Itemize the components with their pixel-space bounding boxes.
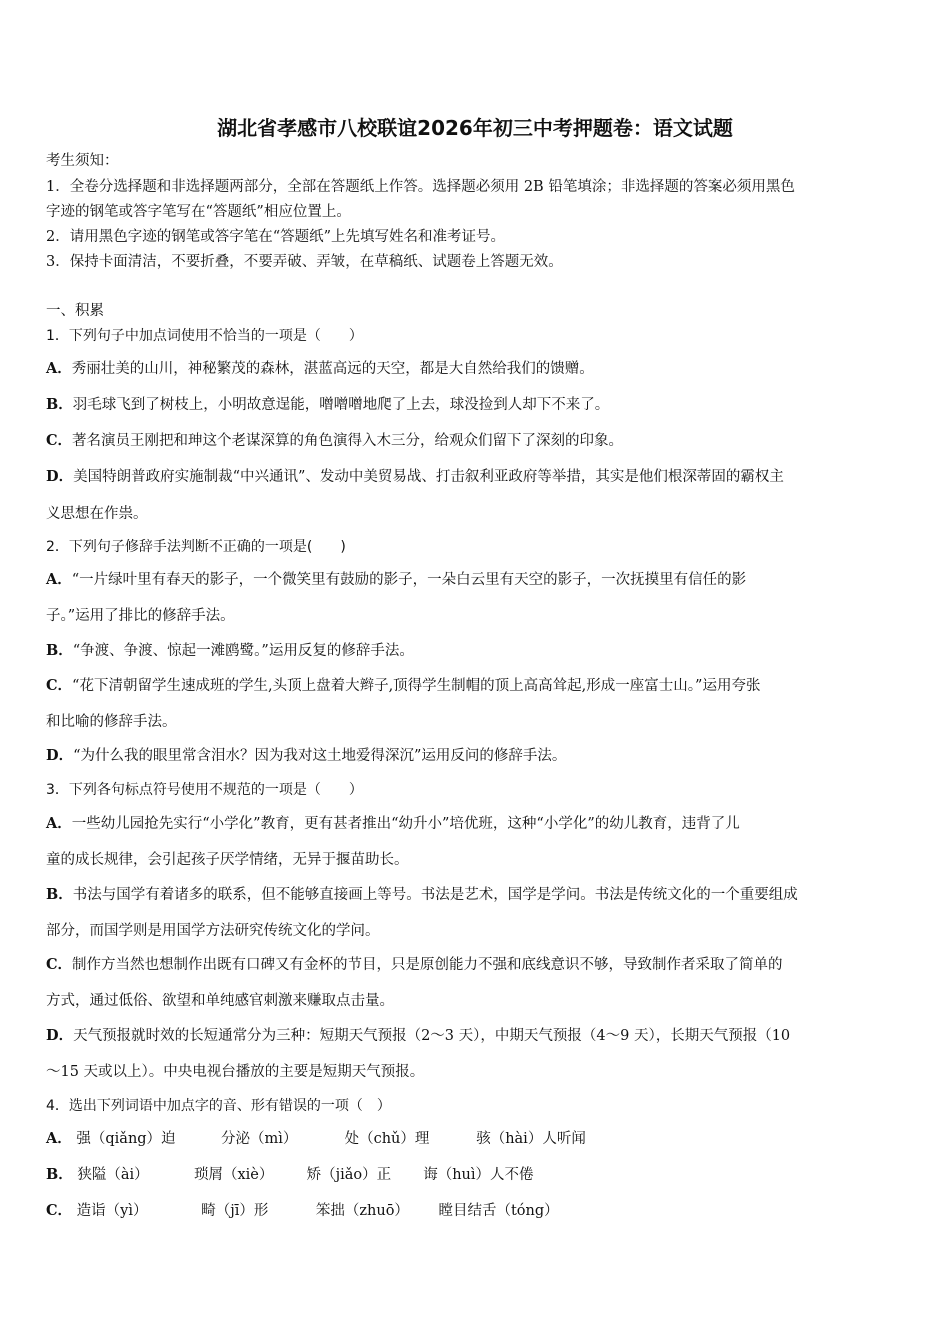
question-1-option-a[interactable] <box>46 359 594 379</box>
question-2-option-d[interactable] <box>46 746 566 766</box>
option-text: 一些幼儿园抢先实行“小学化”教育，更有甚者推出“幼升小”培优班，这种“小学化”的幼儿教育，违背了儿 <box>71 816 740 832</box>
option-label: D． <box>46 468 74 485</box>
option-word: 分泌（mì） <box>220 1131 298 1147</box>
question-1-option-d-line-2: 义思想在作祟。 <box>46 506 148 522</box>
notice-heading: 考生须知： <box>46 153 119 169</box>
option-word: 处（chǔ）理 <box>344 1131 430 1147</box>
option-text: “花下清朝留学生速成班的学生,头顶上盘着大辫子,顶得学生制帽的顶上高高耸起,形成一座富士山。”运用夸张 <box>72 678 761 694</box>
question-3-option-d[interactable] <box>46 1026 790 1046</box>
question-2-stem: 2．下列句子修辞手法判断不正确的一项是( ) <box>46 539 346 555</box>
page-title: 湖北省孝感市八校联谊2026年初三中考押题卷：语文试题 <box>217 116 733 140</box>
option-word: 骇（hài）人听闻 <box>476 1131 586 1147</box>
question-1-option-d[interactable] <box>46 467 784 487</box>
option-label: B． <box>46 396 73 413</box>
option-word: 瞠目结舌（tóng） <box>438 1203 559 1219</box>
option-text: “争渡、争渡、惊起一滩鸥鹭。”运用反复的修辞手法。 <box>72 643 414 659</box>
question-1-option-c[interactable] <box>46 431 623 451</box>
question-2-option-c[interactable] <box>46 676 760 696</box>
option-word: 琐屑（xiè） <box>193 1167 274 1183</box>
option-word: 强（qiǎng）迫 <box>76 1131 176 1147</box>
option-word: 造诣（yì） <box>76 1203 148 1219</box>
option-text: 制作方当然也想制作出既有口碑又有金杯的节目，只是原创能力不强和底线意识不够，导致制作者采取了简单的 <box>72 957 783 973</box>
question-3-option-a-line-2: 童的成长规律，会引起孩子厌学情绪，无异于揠苗助长。 <box>46 852 409 868</box>
question-2-option-a[interactable] <box>46 570 746 590</box>
option-label: A． <box>46 815 72 832</box>
option-word: 畸（jī）形 <box>201 1203 269 1219</box>
question-4-option-a[interactable] <box>46 1129 586 1149</box>
option-label: B． <box>46 642 73 659</box>
question-1-option-b[interactable] <box>46 395 609 415</box>
option-text: 书法与国学有着诸多的联系，但不能够直接画上等号。书法是艺术，国学是学问。书法是传统文化的一个重要组成 <box>72 887 798 903</box>
question-2-option-b[interactable] <box>46 641 414 661</box>
notice-item-3: 3．保持卡面清洁，不要折叠，不要弄破、弄皱，在草稿纸、试题卷上答题无效。 <box>46 254 563 270</box>
question-3-stem: 3．下列各句标点符号使用不规范的一项是（ ） <box>46 782 363 798</box>
question-3-option-a[interactable] <box>46 814 740 834</box>
question-3-option-d-line-2: ～15 天或以上）。中央电视台播放的主要是短期天气预报。 <box>46 1064 425 1080</box>
option-label: A． <box>46 360 72 377</box>
question-3-option-c[interactable] <box>46 955 783 975</box>
question-2-option-a-line-2: 子。”运用了排比的修辞手法。 <box>46 608 235 624</box>
option-text: 著名演员王刚把和珅这个老谋深算的角色演得入木三分，给观众们留下了深刻的印象。 <box>72 433 624 449</box>
option-label: B． <box>46 1166 73 1183</box>
notice-item-1-line-2: 字迹的钢笔或答字笔写在“答题纸”相应位置上。 <box>46 204 351 220</box>
option-word: 诲（huì）人不倦 <box>423 1167 534 1183</box>
option-word: 笨拙（zhuō） <box>315 1203 409 1219</box>
question-4-option-b[interactable] <box>46 1165 534 1185</box>
option-text: “为什么我的眼里常含泪水？因为我对这土地爱得深沉”运用反问的修辞手法。 <box>73 748 567 764</box>
option-label: C． <box>46 1202 73 1219</box>
option-label: C． <box>46 677 73 694</box>
option-label: B． <box>46 886 73 903</box>
option-word: 狭隘（ài） <box>77 1167 149 1183</box>
option-text: “一片绿叶里有春天的影子，一个微笑里有鼓励的影子，一朵白云里有天空的影子，一次抚摸里有信任的影 <box>71 572 747 588</box>
question-2-option-c-line-2: 和比喻的修辞手法。 <box>46 714 177 730</box>
option-text: 羽毛球飞到了树枝上，小明故意逞能，噌噌噌地爬了上去，球没捡到人却下不来了。 <box>72 397 610 413</box>
option-text: 天气预报就时效的长短通常分为三种：短期天气预报（2～3 天），中期天气预报（4～9 天），长期天气预报（10 <box>73 1028 791 1044</box>
notice-item-1-line-1: 1．全卷分选择题和非选择题两部分，全部在答题纸上作答。选择题必须用 2B 铅笔填涂；非选择题的答案必须用黑色 <box>46 179 795 195</box>
question-3-option-b[interactable] <box>46 885 798 905</box>
question-3-option-b-line-2: 部分，而国学则是用国学方法研究传统文化的学问。 <box>46 923 380 939</box>
question-4-stem: 4．选出下列词语中加点字的音、形有错误的一项（ ） <box>46 1098 391 1114</box>
option-text: 美国特朗普政府实施制裁“中兴通讯”、发动中美贸易战、打击叙利亚政府等举措，其实是他们根深蒂固的霸权主 <box>73 469 784 485</box>
question-3-option-c-line-2: 方式，通过低俗、欲望和单纯感官刺激来赚取点击量。 <box>46 993 394 1009</box>
question-4-option-c[interactable] <box>46 1201 559 1221</box>
option-label: A． <box>46 571 72 588</box>
option-label: D． <box>46 1027 74 1044</box>
notice-item-2: 2．请用黑色字迹的钢笔或答字笔在“答题纸”上先填写姓名和准考证号。 <box>46 229 506 245</box>
option-label: A． <box>46 1130 72 1147</box>
option-text: 秀丽壮美的山川，神秘繁茂的森林，湛蓝高远的天空，都是大自然给我们的馈赠。 <box>71 361 594 377</box>
option-label: C． <box>46 432 73 449</box>
question-1-stem: 1．下列句子中加点词使用不恰当的一项是（ ） <box>46 328 363 344</box>
option-label: D． <box>46 747 74 764</box>
option-word: 矫（jiǎo）正 <box>306 1167 392 1183</box>
option-label: C． <box>46 956 73 973</box>
section-heading: 一、积累 <box>46 303 104 319</box>
